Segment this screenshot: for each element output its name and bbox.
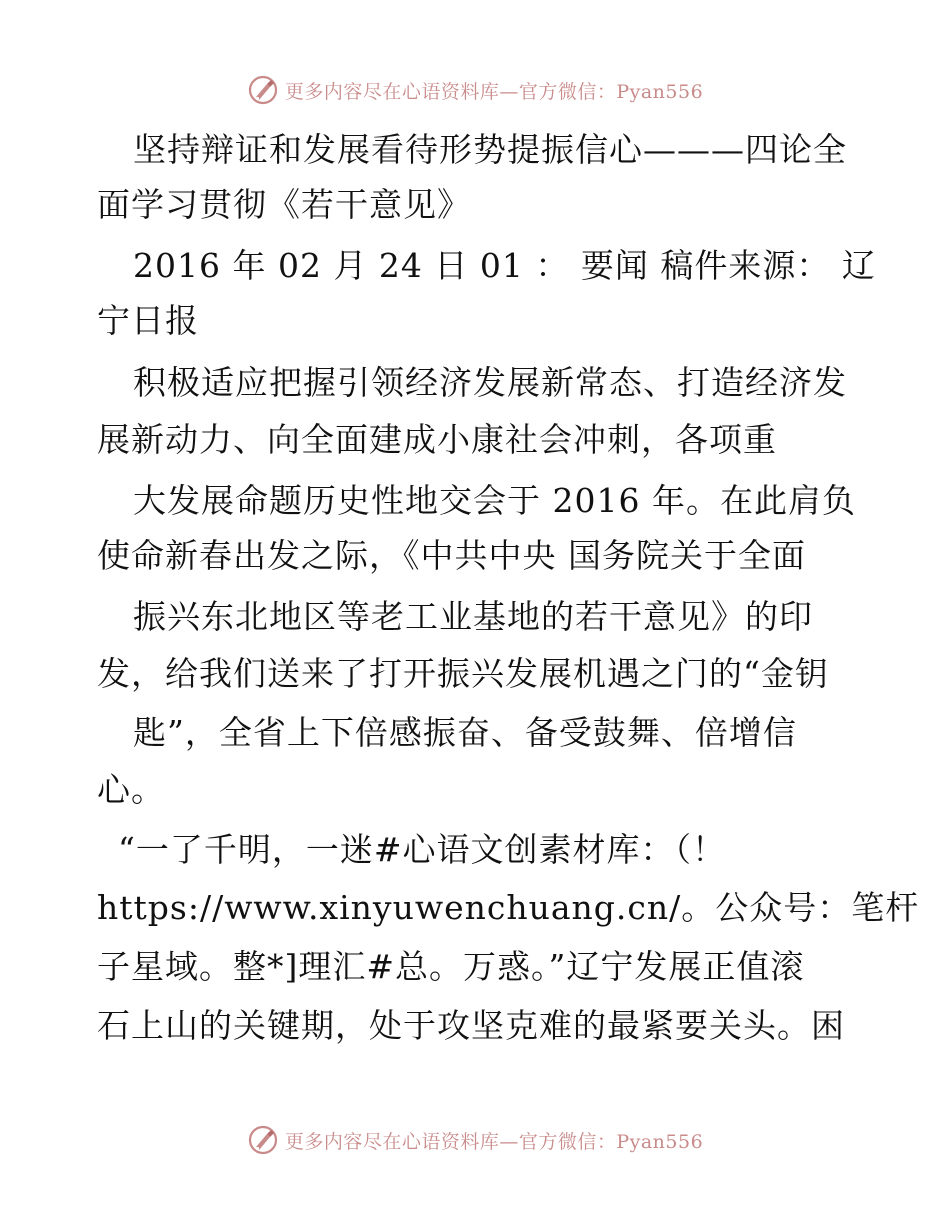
- paragraph-line: https://www.xinyuwenchuang.cn/。公众号：笔杆: [97, 888, 920, 927]
- paragraph-line: 子星域。整*]理汇#总。万惑。”辽宁发展正值滚: [97, 947, 805, 986]
- meta-line: 宁日报: [97, 301, 199, 340]
- paragraph-line: 大发展命题历史性地交会于 2016 年。在此肩负: [133, 481, 856, 520]
- paragraph-line: “一了千明，一迷#心语文创素材库：（！: [118, 830, 727, 869]
- title-line: 面学习贯彻《若干意见》: [97, 185, 471, 224]
- meta-line: 2016 年 02 月 24 日 01 ： 要闻 稿件来源： 辽: [133, 246, 876, 285]
- paragraph-line: 振兴东北地区等老工业基地的若干意见》的印: [133, 597, 813, 636]
- paragraph-line: 匙”，全省上下倍感振奋、备受鼓舞、倍增信: [133, 713, 797, 752]
- title-line: 坚持辩证和发展看待形势提振信心———四论全: [133, 130, 847, 169]
- paragraph-line: 发，给我们送来了打开振兴发展机遇之门的“金钥: [97, 654, 829, 693]
- paragraph-line: 展新动力、向全面建成小康社会冲刺，各项重: [97, 420, 777, 459]
- banner-text: 更多内容尽在心语资料库—官方微信：Pyan556: [284, 80, 704, 103]
- paragraph-line: 积极适应把握引领经济发展新常态、打造经济发: [133, 363, 847, 402]
- footer-banner: [0, 1120, 950, 1160]
- pen-logo-icon: [247, 1124, 279, 1156]
- paragraph-line: 心。: [97, 770, 165, 809]
- paragraph-line: 石上山的关键期，处于攻坚克难的最紧要关头。困: [97, 1006, 845, 1045]
- paragraph-line: 使命新春出发之际，《中共中央 国务院关于全面: [97, 536, 806, 575]
- banner-text: 更多内容尽在心语资料库—官方微信：Pyan556: [284, 1130, 704, 1153]
